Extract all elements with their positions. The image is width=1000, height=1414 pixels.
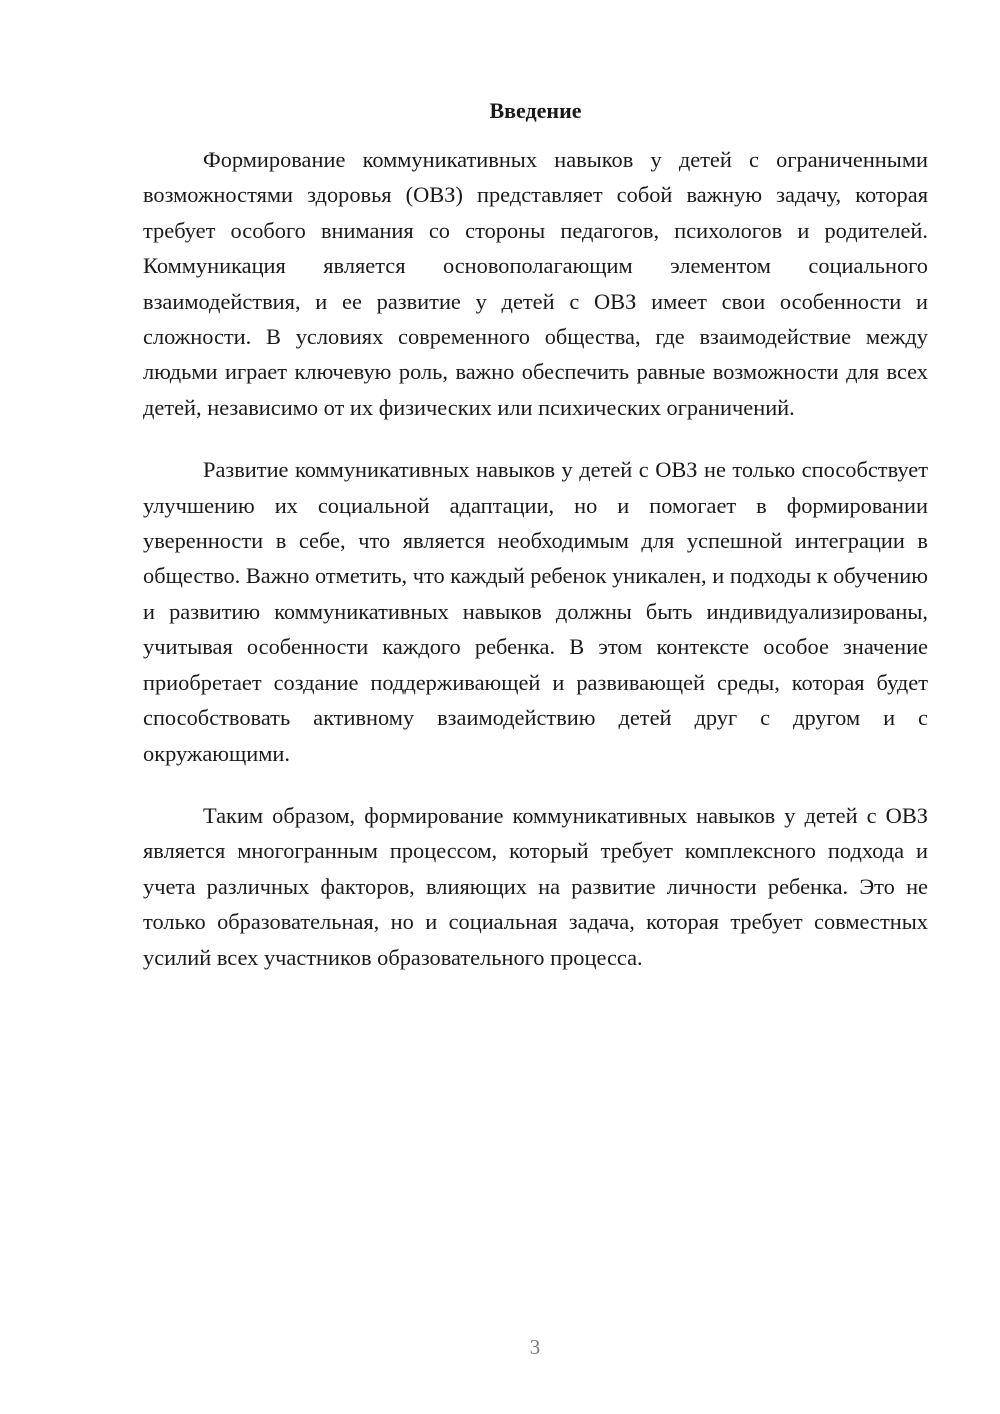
paragraph-2: Развитие коммуникативных навыков у детей с ОВЗ не только способствует улучшению их социальной адаптации, но и помогает в формировании уверенности в себе, что является необходимым для успешной интеграции в общество. Важно отметить, что каждый ребенок уникален, и подходы к обучению и развитию коммуникативных навыков должны быть индивидуализированы, учитывая особенности каждого ребенка. В этом контексте особое значение приобретает создание поддерживающей и развивающей среды, которая будет способствовать активному взаимодействию детей друг с другом и с окружающими. xyxy=(143,457,928,766)
section-heading: Введение xyxy=(489,98,582,123)
paragraph-1: Формирование коммуникативных навыков у детей с ограниченными возможностями здоровья (ОВЗ) представляет собой важную задачу, которая требует особого внимания со стороны педагогов, психологов и родителей. Коммуникация является основополагающим элементом социального взаимодействия, и ее развитие у детей с ОВЗ имеет свои особенности и сложности. В условиях современного общества, где взаимодействие между людьми играет ключевую роль, важно обеспечить равные возможности для всех детей, независимо от их физических или психических ограничений. xyxy=(143,147,928,420)
page-number: 3 xyxy=(529,1335,541,1359)
paragraph-3: Таким образом, формирование коммуникативных навыков у детей с ОВЗ является многогранным процессом, который требует комплексного подхода и учета различных факторов, влияющих на развитие личности ребенка. Это не только образовательная, но и социальная задача, которая требует совместных усилий всех участников образовательного процесса. xyxy=(143,802,928,970)
body-text xyxy=(143,142,928,1002)
